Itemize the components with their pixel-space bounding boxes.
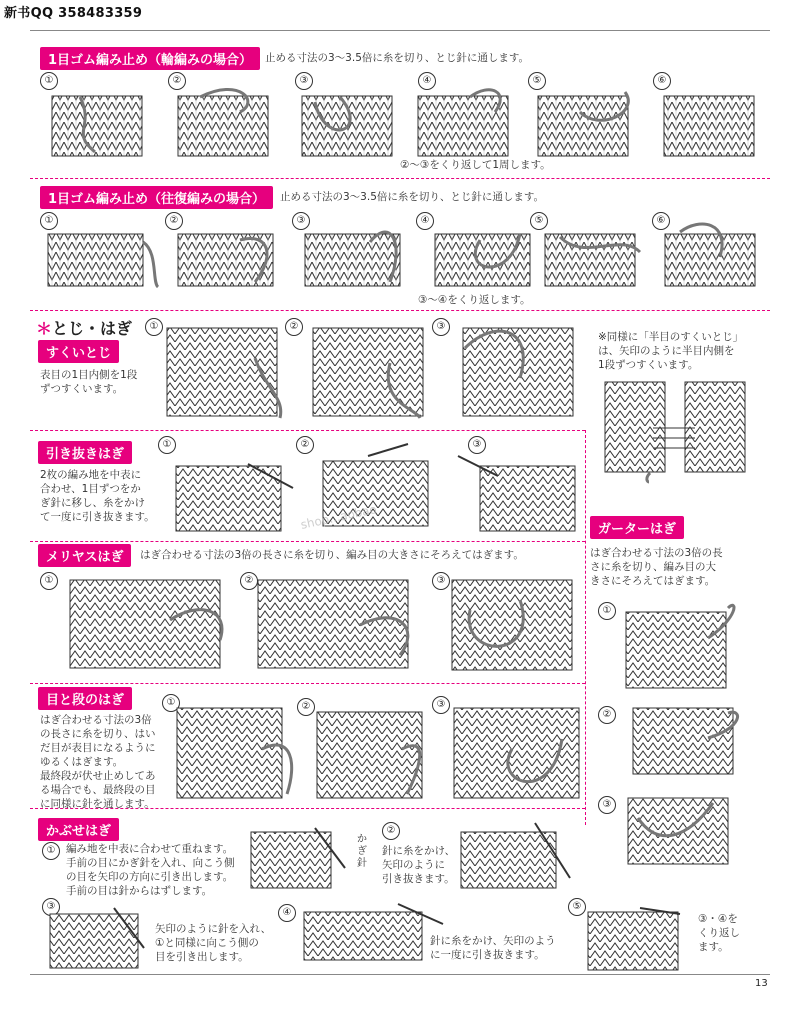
step-number: ① bbox=[40, 572, 58, 590]
step-number: ⑤ bbox=[530, 212, 548, 230]
hikinuki-text bbox=[40, 468, 155, 524]
kabuse-step2-text bbox=[382, 844, 455, 886]
step-number: ③ bbox=[432, 572, 450, 590]
text-line: に一度に引き抜きます。 bbox=[430, 949, 545, 961]
text-line: はぎ合わせる寸法の3倍の長 bbox=[590, 547, 723, 559]
watermark-text: shop...aobao bbox=[299, 502, 378, 532]
step-number: ② bbox=[285, 318, 303, 336]
step-number: ⑥ bbox=[653, 72, 671, 90]
side-note-line: は、矢印のように半目内側を bbox=[598, 345, 735, 357]
sukui-title: すくいとじ bbox=[38, 340, 119, 363]
text-line: に同様に針を通します。 bbox=[40, 798, 155, 810]
kabuse-step3-text bbox=[155, 922, 271, 964]
medan-illustrations bbox=[162, 694, 582, 810]
step-number: ⑤ bbox=[568, 898, 586, 916]
garter-text bbox=[590, 546, 723, 588]
step-number: ⑤ bbox=[528, 72, 546, 90]
step-number: ② bbox=[296, 436, 314, 454]
step-number: ① bbox=[145, 318, 163, 336]
medan-title: 目と段のはぎ bbox=[38, 687, 132, 710]
section1-repeat: ②～③をくり返して1周します。 bbox=[400, 159, 551, 171]
step-number: ③ bbox=[295, 72, 313, 90]
text-line: る場合でも、最終段の目 bbox=[40, 784, 156, 796]
section1-note: 止める寸法の3～3.5倍に糸を切り、とじ針に通します。 bbox=[265, 52, 530, 64]
section2-repeat: ③～④をくり返します。 bbox=[418, 294, 531, 306]
divider bbox=[30, 541, 585, 542]
step-number: ③ bbox=[598, 796, 616, 814]
knit-fabric-illustration bbox=[245, 818, 355, 890]
sukui-text-line: ずつすくいます。 bbox=[40, 383, 124, 395]
step-number: ③ bbox=[292, 212, 310, 230]
step-number: ③ bbox=[42, 898, 60, 916]
text-line: 手前の目にかぎ針を入れ、向こう側 bbox=[66, 857, 235, 869]
text-line: 針に糸をかけ、矢印のよう bbox=[430, 935, 556, 947]
knit-fabric-illustration bbox=[162, 694, 582, 810]
text-line: きさにそろえてはぎます。 bbox=[590, 575, 716, 587]
step-number: ④ bbox=[416, 212, 434, 230]
knit-fabric-illustration bbox=[580, 894, 698, 974]
section2-title: 1目ゴム編み止め（往復編みの場合） bbox=[40, 186, 273, 209]
meriyasu-title: メリヤスはぎ bbox=[38, 544, 131, 567]
step-number: ⑥ bbox=[652, 212, 670, 230]
step-number: ② bbox=[240, 572, 258, 590]
text-line: 目を引き出します。 bbox=[155, 951, 249, 963]
text-line: 合わせ、1目ずつをか bbox=[40, 483, 141, 495]
kabuse-step1-text bbox=[66, 842, 235, 898]
knit-fabric-illustration bbox=[158, 436, 578, 536]
divider bbox=[585, 430, 586, 825]
meriyasu-illustrations bbox=[40, 570, 580, 675]
step-number: ① bbox=[162, 694, 180, 712]
divider bbox=[30, 808, 585, 809]
text-line: 最終段が伏せ止めしてあ bbox=[40, 770, 156, 782]
text-line: はぎ合わせる寸法の3倍 bbox=[40, 714, 152, 726]
text-line: 針に糸をかけ、 bbox=[382, 845, 456, 857]
text-line: くり返し bbox=[698, 927, 740, 939]
step-number: ④ bbox=[418, 72, 436, 90]
section2-note: 止める寸法の3～3.5倍に糸を切り、とじ針に通します。 bbox=[280, 191, 545, 203]
sukui-text-line: 表目の1目内側を1段 bbox=[40, 369, 138, 381]
section2-illustrations bbox=[40, 212, 760, 290]
kabuse-step5-text bbox=[698, 912, 740, 954]
garter-title: ガーターはぎ bbox=[590, 516, 684, 539]
knit-fabric-illustration bbox=[598, 598, 758, 868]
step-number: ① bbox=[42, 842, 60, 860]
divider bbox=[30, 683, 585, 684]
step-number: ④ bbox=[278, 904, 296, 922]
side-note-line: 1段ずつすくいます。 bbox=[598, 359, 699, 371]
garter-illustrations bbox=[598, 598, 758, 868]
text-line: て一度に引き抜きます。 bbox=[40, 511, 155, 523]
header-text: 新书QQ 358483359 bbox=[4, 6, 143, 21]
text-line: の目を矢印の方向に引き出します。 bbox=[66, 871, 234, 883]
step-number: ① bbox=[40, 212, 58, 230]
step-number: ② bbox=[168, 72, 186, 90]
section1-illustrations bbox=[40, 72, 760, 160]
text-line: だ目が表目になるように bbox=[40, 742, 156, 754]
sukui-illustrations bbox=[145, 318, 585, 426]
kabuse-step4-text bbox=[430, 934, 556, 962]
page-number: 13 bbox=[755, 978, 768, 989]
bottom-rule bbox=[30, 974, 770, 975]
kagibari-label: かぎ針 bbox=[357, 834, 367, 869]
text-line: 手前の目は針からはずします。 bbox=[66, 885, 213, 897]
text-line: 矢印のように針を入れ、 bbox=[155, 923, 272, 935]
step-number: ① bbox=[158, 436, 176, 454]
step-number: ② bbox=[297, 698, 315, 716]
sukui-text bbox=[40, 368, 137, 396]
step-number: ③ bbox=[468, 436, 486, 454]
text-line: の長さに糸を切り、はい bbox=[40, 728, 156, 740]
knit-fabric-illustration bbox=[40, 72, 760, 160]
step-number: ③ bbox=[432, 318, 450, 336]
hikinuki-title: 引き抜きはぎ bbox=[38, 441, 132, 464]
sukui-side-note bbox=[598, 330, 743, 372]
step-number: ② bbox=[382, 822, 400, 840]
step-number: ② bbox=[598, 706, 616, 724]
knit-fabric-illustration bbox=[145, 318, 585, 426]
knit-fabric-illustration bbox=[40, 212, 760, 290]
step-number: ① bbox=[40, 72, 58, 90]
knit-fabric-illustration bbox=[455, 818, 580, 890]
step-number: ③ bbox=[432, 696, 450, 714]
text-line: 引き抜きます。 bbox=[382, 873, 455, 885]
hikinuki-illustrations bbox=[158, 436, 578, 536]
knit-fabric-illustration bbox=[605, 378, 750, 483]
top-rule bbox=[30, 30, 770, 31]
knit-fabric-illustration bbox=[298, 892, 448, 964]
toji-heading: とじ・はぎ bbox=[52, 319, 133, 338]
text-line: 2枚の編み地を中表に bbox=[40, 469, 142, 481]
text-line: 矢印のように bbox=[382, 859, 445, 871]
step-number: ② bbox=[165, 212, 183, 230]
text-line: ぎ針に移し、糸をかけ bbox=[40, 497, 145, 509]
kabuse-title: かぶせはぎ bbox=[38, 818, 119, 841]
meriyasu-note: はぎ合わせる寸法の3倍の長さに糸を切り、編み目の大きさにそろえてはぎます。 bbox=[140, 549, 524, 561]
divider bbox=[30, 178, 770, 179]
knit-fabric-illustration bbox=[44, 898, 154, 970]
text-line: ゆるくはぎます。 bbox=[40, 756, 124, 768]
divider bbox=[30, 310, 770, 311]
medan-text bbox=[40, 713, 156, 811]
text-line: さに糸を切り、編み目の大 bbox=[590, 561, 716, 573]
divider bbox=[30, 430, 585, 431]
step-number: ① bbox=[598, 602, 616, 620]
text-line: ①と同様に向こう側の bbox=[155, 937, 259, 949]
text-line: 編み地を中表に合わせて重ねます。 bbox=[66, 843, 234, 855]
text-line: ます。 bbox=[698, 941, 729, 953]
text-line: ③・④を bbox=[698, 913, 738, 925]
knit-fabric-illustration bbox=[40, 570, 580, 675]
star-icon: ＊ bbox=[36, 319, 53, 338]
side-note-line: ※同様に「半目のすくいとじ」 bbox=[598, 331, 744, 343]
section1-title: 1目ゴム編み止め（輪編みの場合） bbox=[40, 47, 260, 70]
